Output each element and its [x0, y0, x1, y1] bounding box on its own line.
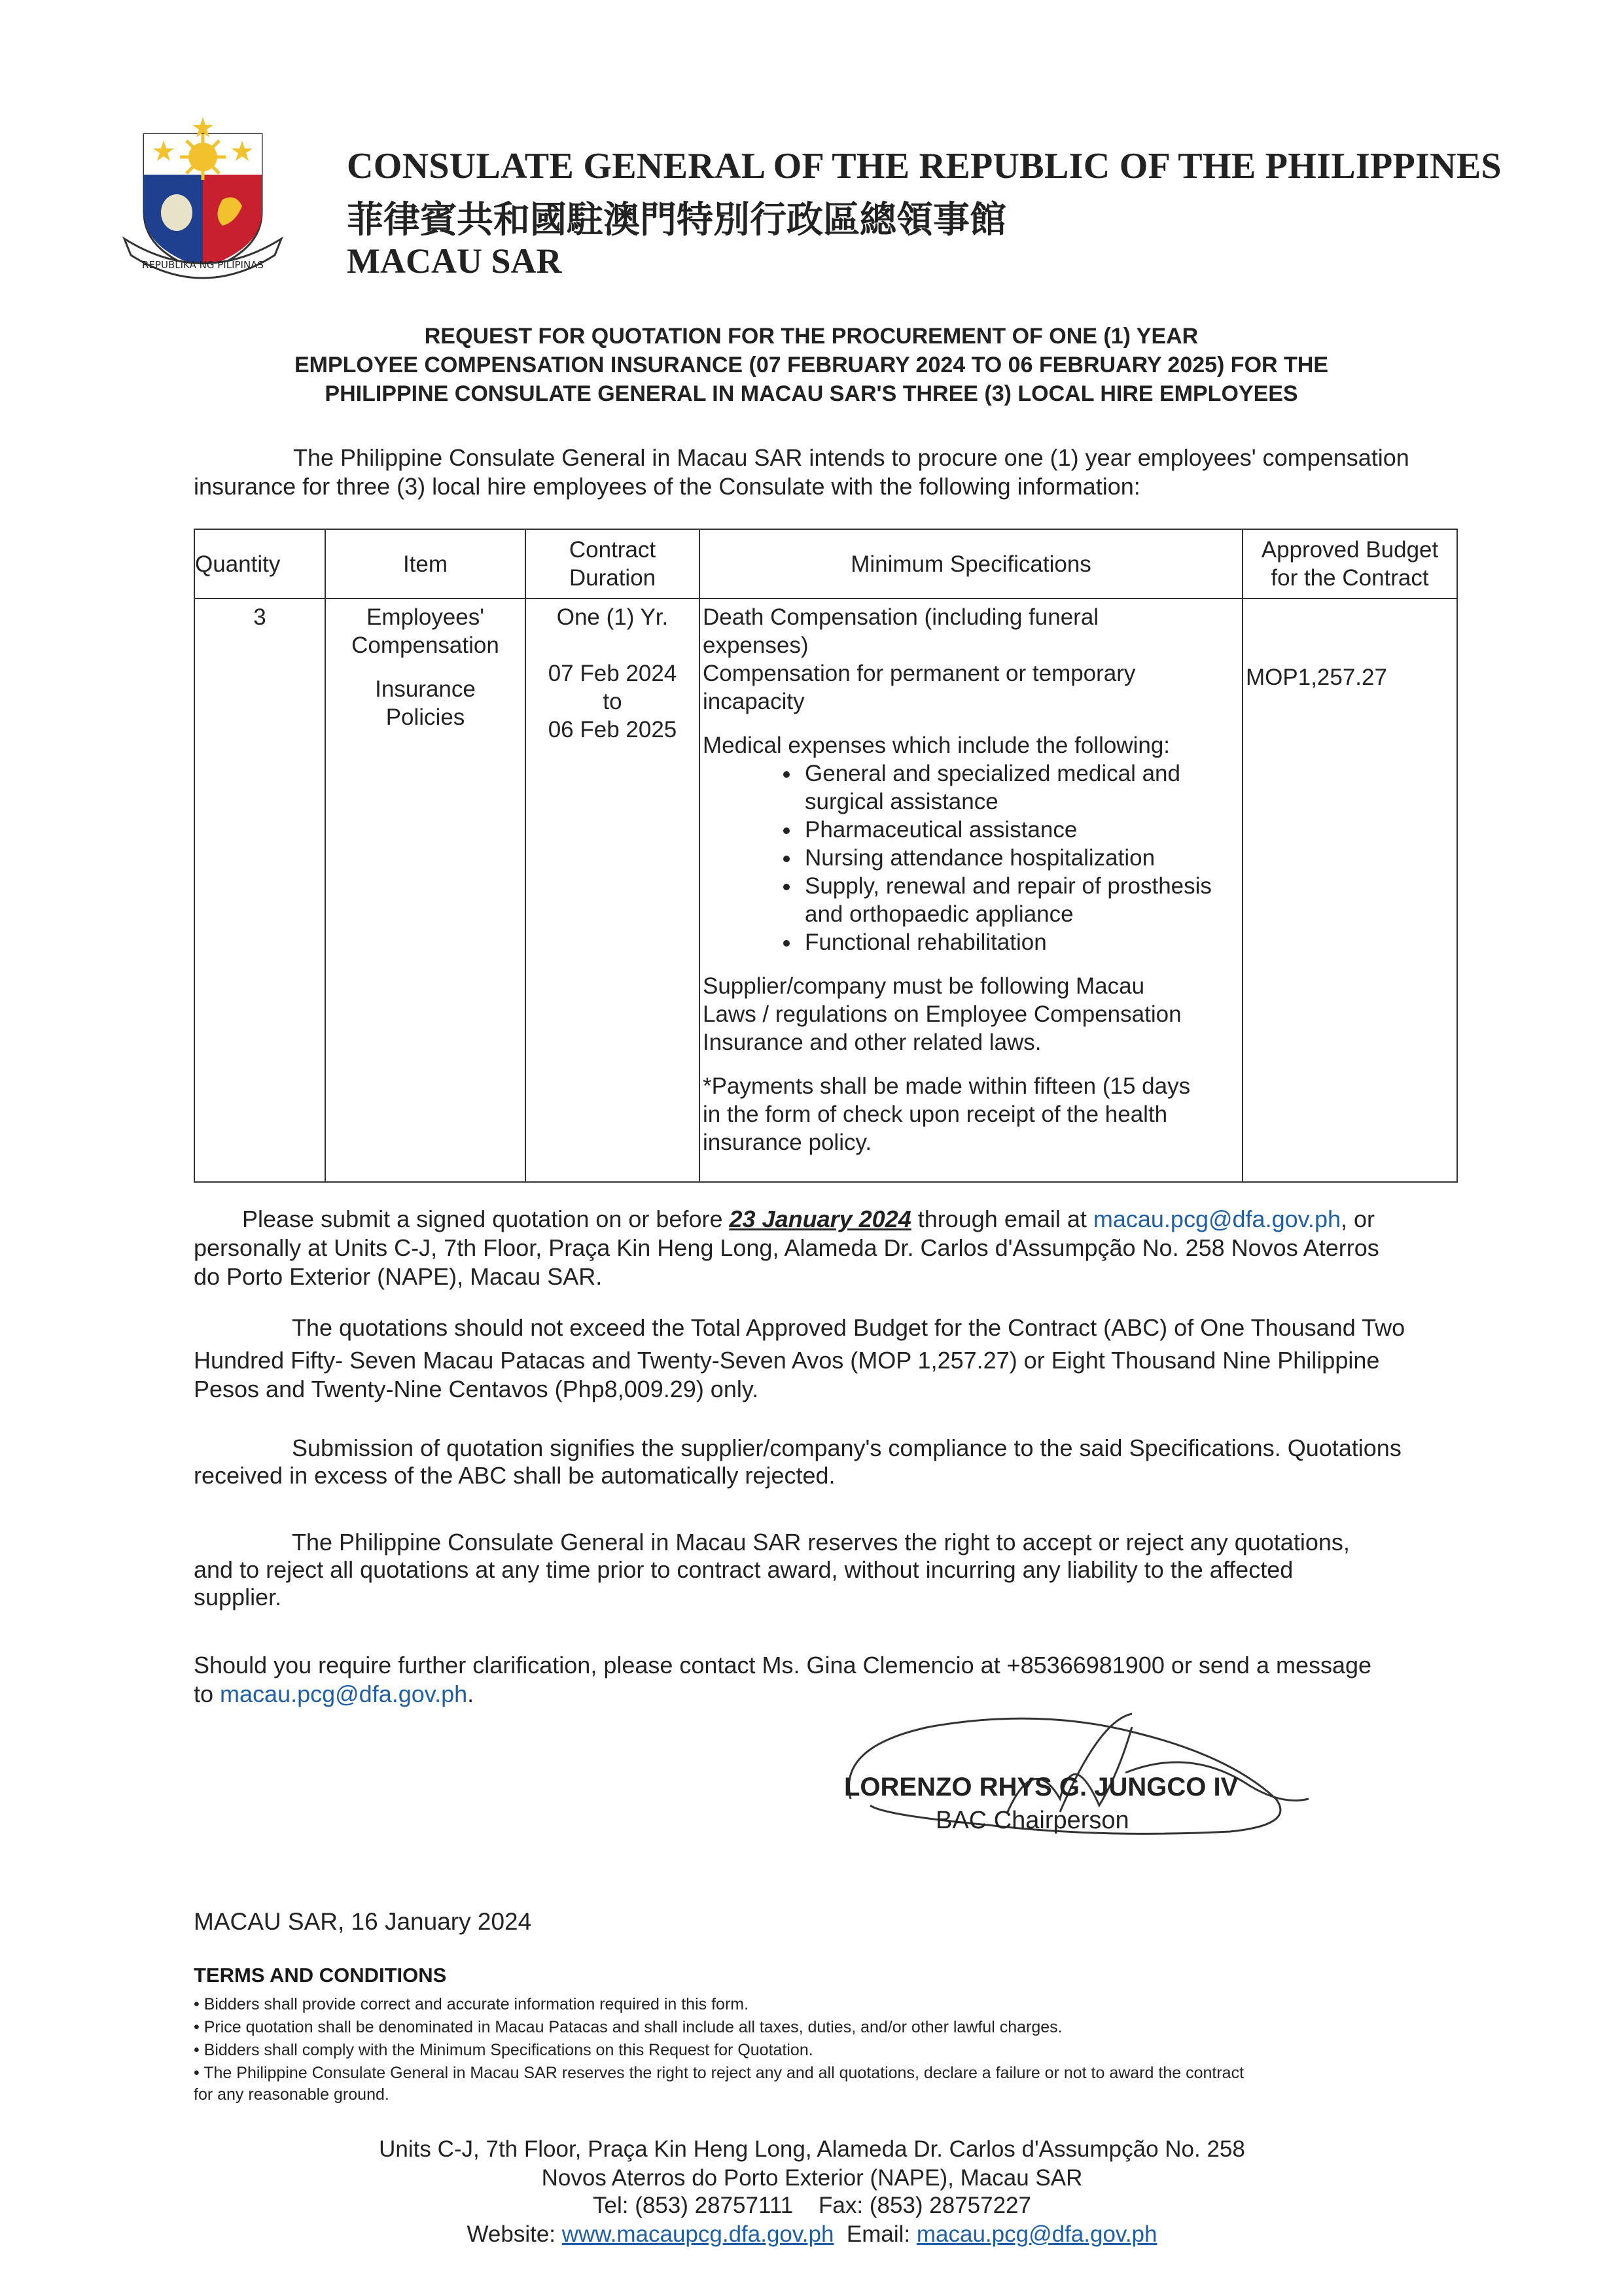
document-title [183, 322, 1439, 408]
abc-line: The quotations should not exceed the Total Approved Budget for the Contract (ABC) of One Thousand Two [292, 1314, 1405, 1341]
footer-phone: Tel: (853) 28757111 Fax: (853) 28757227 [593, 2193, 1031, 2218]
philippine-seal-logo [118, 114, 288, 285]
cell-minimum-specifications: Death Compensation (including funeral expenses) Compensation for permanent or temporary incapacity Medical expenses which include the following: • General and specialized medical and surgical assistance • Pharmaceutical assistance • Nursing attendance hospitalization • Supply, renewal and repair of prosthesis and orthopaedic appliance • Functional rehabilitation Supplier/company must be following Macau Laws / regulations on Employee Compensation Insurance and other related laws. *Payments shall be made within fifteen (15 days in the form of check upon receipt of the health insurance policy. [699, 599, 1243, 1182]
contact-line: Should you require further clarification, please contact Ms. Gina Clemencio at +85366981900 or send a message [194, 1652, 1372, 1679]
signatory-role: BAC Chairperson [936, 1807, 1129, 1834]
table-row [194, 599, 1457, 1182]
deadline-date: 23 January 2024 [729, 1206, 911, 1232]
reserve-line: The Philippine Consulate General in Macau SAR reserves the right to accept or reject any quotations, [292, 1529, 1350, 1556]
list-item: • Functional rehabilitation [801, 928, 1239, 956]
cell-quantity: 3 [194, 599, 325, 1182]
signatory-name: LORENZO RHYS G. JUNGCO IV [844, 1773, 1239, 1801]
abc-line: Hundred Fifty- Seven Macau Patacas and Twenty-Seven Avos (MOP 1,257.27) or Eight Thousand Nine Philippine [194, 1347, 1380, 1374]
list-item: • Nursing attendance hospitalization [801, 844, 1239, 872]
list-item: • General and specialized medical and surgical assistance [801, 759, 1239, 816]
cell-approved-budget: MOP1,257.27 [1243, 599, 1457, 1182]
table-header-row [194, 529, 1457, 599]
footer-email-link[interactable]: macau.pcg@dfa.gov.ph [916, 2221, 1157, 2247]
title-line: REQUEST FOR QUOTATION FOR THE PROCUREMENT OF ONE (1) YEAR [424, 324, 1199, 349]
consulate-name-chinese: 菲律賓共和國駐澳門特別行政區總領事館 [347, 199, 1006, 241]
reserve-line: and to reject all quotations at any time prior to contract award, without incurring any liability to the affected [194, 1556, 1294, 1583]
contact-line: to macau.pcg@dfa.gov.ph. [194, 1680, 474, 1707]
consulate-location: MACAU SAR [347, 241, 562, 281]
intro-line: insurance for three (3) local hire employees of the Consulate with the following information: [194, 473, 1140, 500]
term-item: for any reasonable ground. [194, 2085, 389, 2104]
footer-address: Units C-J, 7th Floor, Praça Kin Heng Long, Alameda Dr. Carlos d'Assumpção No. 258 [379, 2136, 1245, 2162]
cell-item: Employees' Compensation Insurance Policies [325, 599, 525, 1182]
contact-email-link[interactable]: macau.pcg@dfa.gov.ph [220, 1680, 468, 1707]
website-link[interactable]: www.macaupcg.dfa.gov.ph [561, 2221, 834, 2247]
submission-line: Please submit a signed quotation on or before 23 January 2024 through email at macau.pcg@dfa.gov.ph, or [242, 1206, 1375, 1232]
term-item: • The Philippine Consulate General in Macau SAR reserves the right to reject any and all quotations, declare a failure or not to award the contract [194, 2064, 1244, 2082]
submission-line: personally at Units C-J, 7th Floor, Praça Kin Heng Long, Alameda Dr. Carlos d'Assumpção No. 258 Novos Aterros [194, 1234, 1379, 1261]
cell-contract-duration: One (1) Yr. 07 Feb 2024 to 06 Feb 2025 [525, 599, 699, 1182]
header-contract-duration: Contract Duration [525, 529, 699, 599]
term-item: • Price quotation shall be denominated in Macau Patacas and shall include all taxes, duties, and/or other lawful charges. [194, 2018, 1063, 2036]
list-item: • Supply, renewal and repair of prosthesis and orthopaedic appliance [801, 872, 1239, 928]
term-item: • Bidders shall provide correct and accurate information required in this form. [194, 1995, 749, 2013]
compliance-line: Submission of quotation signifies the supplier/company's compliance to the said Specifications. Quotations [292, 1435, 1402, 1461]
header-minimum-specifications: Minimum Specifications [699, 529, 1243, 599]
title-line: EMPLOYEE COMPENSATION INSURANCE (07 FEBRUARY 2024 TO 06 FEBRUARY 2025) FOR THE [294, 353, 1329, 377]
medical-expenses-list [703, 759, 1239, 956]
abc-line: Pesos and Twenty-Nine Centavos (Php8,009.29) only. [194, 1376, 759, 1402]
consulate-name-english: CONSULATE GENERAL OF THE REPUBLIC OF THE PHILIPPINES [347, 146, 1502, 186]
place-and-date: MACAU SAR, 16 January 2024 [194, 1908, 532, 1935]
reserve-line: supplier. [194, 1584, 282, 1610]
quotation-table [194, 529, 1458, 1183]
term-item: • Bidders shall comply with the Minimum Specifications on this Request for Quotation. [194, 2041, 813, 2059]
footer-web-email: Website: www.macaupcg.dfa.gov.ph Email: macau.pcg@dfa.gov.ph [467, 2221, 1157, 2247]
list-item: • Pharmaceutical assistance [801, 816, 1239, 844]
header-quantity: Quantity [194, 529, 325, 599]
email-link[interactable]: macau.pcg@dfa.gov.ph [1093, 1206, 1341, 1232]
title-line: PHILIPPINE CONSULATE GENERAL IN MACAU SAR'S THREE (3) LOCAL HIRE EMPLOYEES [325, 381, 1298, 406]
seal-motto: REPUBLIKA NG PILIPINAS [142, 259, 264, 271]
terms-title: TERMS AND CONDITIONS [194, 1964, 447, 1987]
header-item: Item [325, 529, 525, 599]
footer-address: Novos Aterros do Porto Exterior (NAPE), Macau SAR [541, 2165, 1083, 2191]
compliance-line: received in excess of the ABC shall be automatically rejected. [194, 1462, 836, 1489]
intro-line: The Philippine Consulate General in Macau SAR intends to procure one (1) year employees' compensation [293, 444, 1409, 471]
submission-line: do Porto Exterior (NAPE), Macau SAR. [194, 1263, 603, 1290]
header-approved-budget: Approved Budget for the Contract [1243, 529, 1457, 599]
